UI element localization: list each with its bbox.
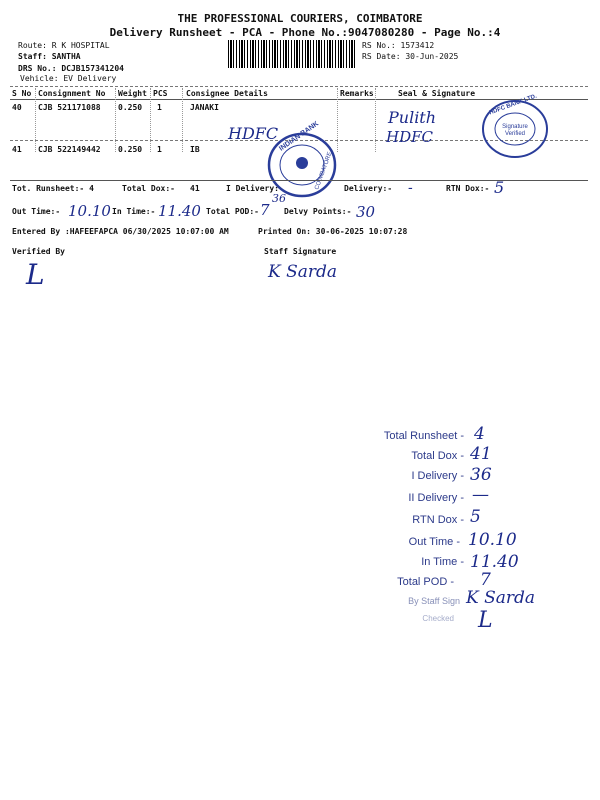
delvy-points: Delvy Points:- — [284, 207, 352, 216]
note-label: II Delivery - — [408, 492, 464, 504]
col-sno: S No — [12, 89, 32, 98]
ii-delivery: Delivery:- — [344, 184, 393, 193]
rtn-dox: RTN Dox:- — [446, 184, 490, 193]
route-label: Route: R K HOSPITAL — [18, 41, 110, 50]
staff-signature-label: Staff Signature — [264, 247, 337, 256]
row-consignee: JANAKI — [190, 103, 219, 112]
note-label: Total Dox - — [411, 450, 464, 462]
row-signature: HDFC — [228, 124, 279, 143]
total-dox-value: 41 — [190, 184, 200, 193]
row-pcs: 1 — [157, 103, 162, 112]
note-label: Checked — [422, 614, 454, 623]
company-title: THE PROFESSIONAL COURIERS, COIMBATORE — [177, 12, 423, 25]
out-time: Out Time:- — [12, 207, 61, 216]
entered-by: Entered By :HAFEEFAPCA 06/30/2025 10:07:00 AM — [12, 227, 229, 236]
delvy-points-value: 30 — [356, 203, 376, 221]
note-label: By Staff Sign — [408, 596, 460, 606]
drs-label: DRS No.: DCJB157341204 — [18, 64, 124, 73]
note-label: I Delivery - — [411, 470, 464, 482]
col-weight: Weight — [118, 89, 147, 98]
note-value: 11.40 — [470, 552, 519, 572]
note-label: RTN Dox - — [412, 514, 464, 526]
note-value: K Sarda — [466, 588, 536, 608]
note-value: 41 — [470, 444, 492, 464]
vehicle-label: Vehicle: EV Delivery — [20, 74, 117, 83]
ii-delivery-value: - — [408, 180, 413, 196]
total-pod: Total POD:- — [206, 207, 259, 216]
staff-signature: K Sarda — [268, 262, 338, 282]
row-consignee: IB — [190, 145, 200, 154]
col-remarks: Remarks — [340, 89, 374, 98]
note-label: Out Time - — [408, 536, 460, 548]
row-sno: 40 — [12, 103, 22, 112]
runsheet-subtitle: Delivery Runsheet - PCA - Phone No.:9047080280 - Page No.:4 — [109, 26, 501, 39]
tot-runsheet: Tot. Runsheet:- 4 — [12, 184, 94, 193]
note-label: Total Runsheet - — [383, 430, 464, 442]
indian-stamp-ring: INDIAN BANK — [278, 120, 321, 153]
row-weight: 0.250 — [118, 103, 143, 112]
note-value: 4 — [474, 424, 485, 444]
hdfc-stamp-center: Signature Verified — [502, 124, 528, 137]
staff-label: Staff: SANTHA — [18, 52, 81, 61]
note-value: 5 — [470, 507, 481, 527]
row-pcs: 1 — [157, 145, 162, 154]
verified-signature: L — [26, 258, 45, 291]
indian-stamp-city: COIMBATORE — [314, 151, 334, 191]
row-weight: 0.250 — [118, 145, 143, 154]
i-delivery: I Delivery: — [226, 184, 279, 193]
col-consignment: Consignment No — [38, 89, 106, 98]
note-label: Total POD - — [397, 576, 454, 588]
rs-number: RS No.: 1573412 — [362, 41, 435, 50]
total-pod-value: 7 — [260, 201, 270, 219]
in-time: In Time:- — [112, 207, 156, 216]
barcode — [228, 40, 356, 68]
row-signature: Pulith — [388, 108, 437, 127]
col-pcs: PCS — [153, 89, 168, 98]
row-sno: 41 — [12, 145, 22, 154]
hdfc-stamp-ring: HDFC BANK LTD. — [488, 93, 538, 117]
verified-by-label: Verified By — [12, 247, 65, 256]
in-time-value: 11.40 — [158, 202, 201, 220]
col-seal: Seal & Signature — [398, 89, 476, 98]
rtn-dox-value: 5 — [494, 178, 505, 197]
note-value: L — [478, 608, 493, 633]
row-consignment: CJB 521171088 — [38, 103, 101, 112]
printed-on: Printed On: 30-06-2025 10:07:28 — [258, 227, 408, 236]
rs-date: RS Date: 30-Jun-2025 — [362, 52, 459, 61]
note-value: 36 — [470, 465, 492, 485]
row-signature: HDFC — [386, 128, 433, 146]
col-consignee: Consignee Details — [186, 89, 268, 98]
row-consignment: CJB 522149442 — [38, 145, 101, 154]
note-value: 7 — [480, 570, 491, 590]
note-label: In Time - — [421, 556, 464, 568]
note-value: — — [472, 485, 489, 505]
i-delivery-value: 36 — [272, 192, 286, 205]
total-dox: Total Dox:- — [122, 184, 175, 193]
note-value: 10.10 — [468, 530, 517, 550]
hdfc-bank-stamp — [480, 93, 550, 160]
out-time-value: 10.10 — [68, 202, 111, 220]
